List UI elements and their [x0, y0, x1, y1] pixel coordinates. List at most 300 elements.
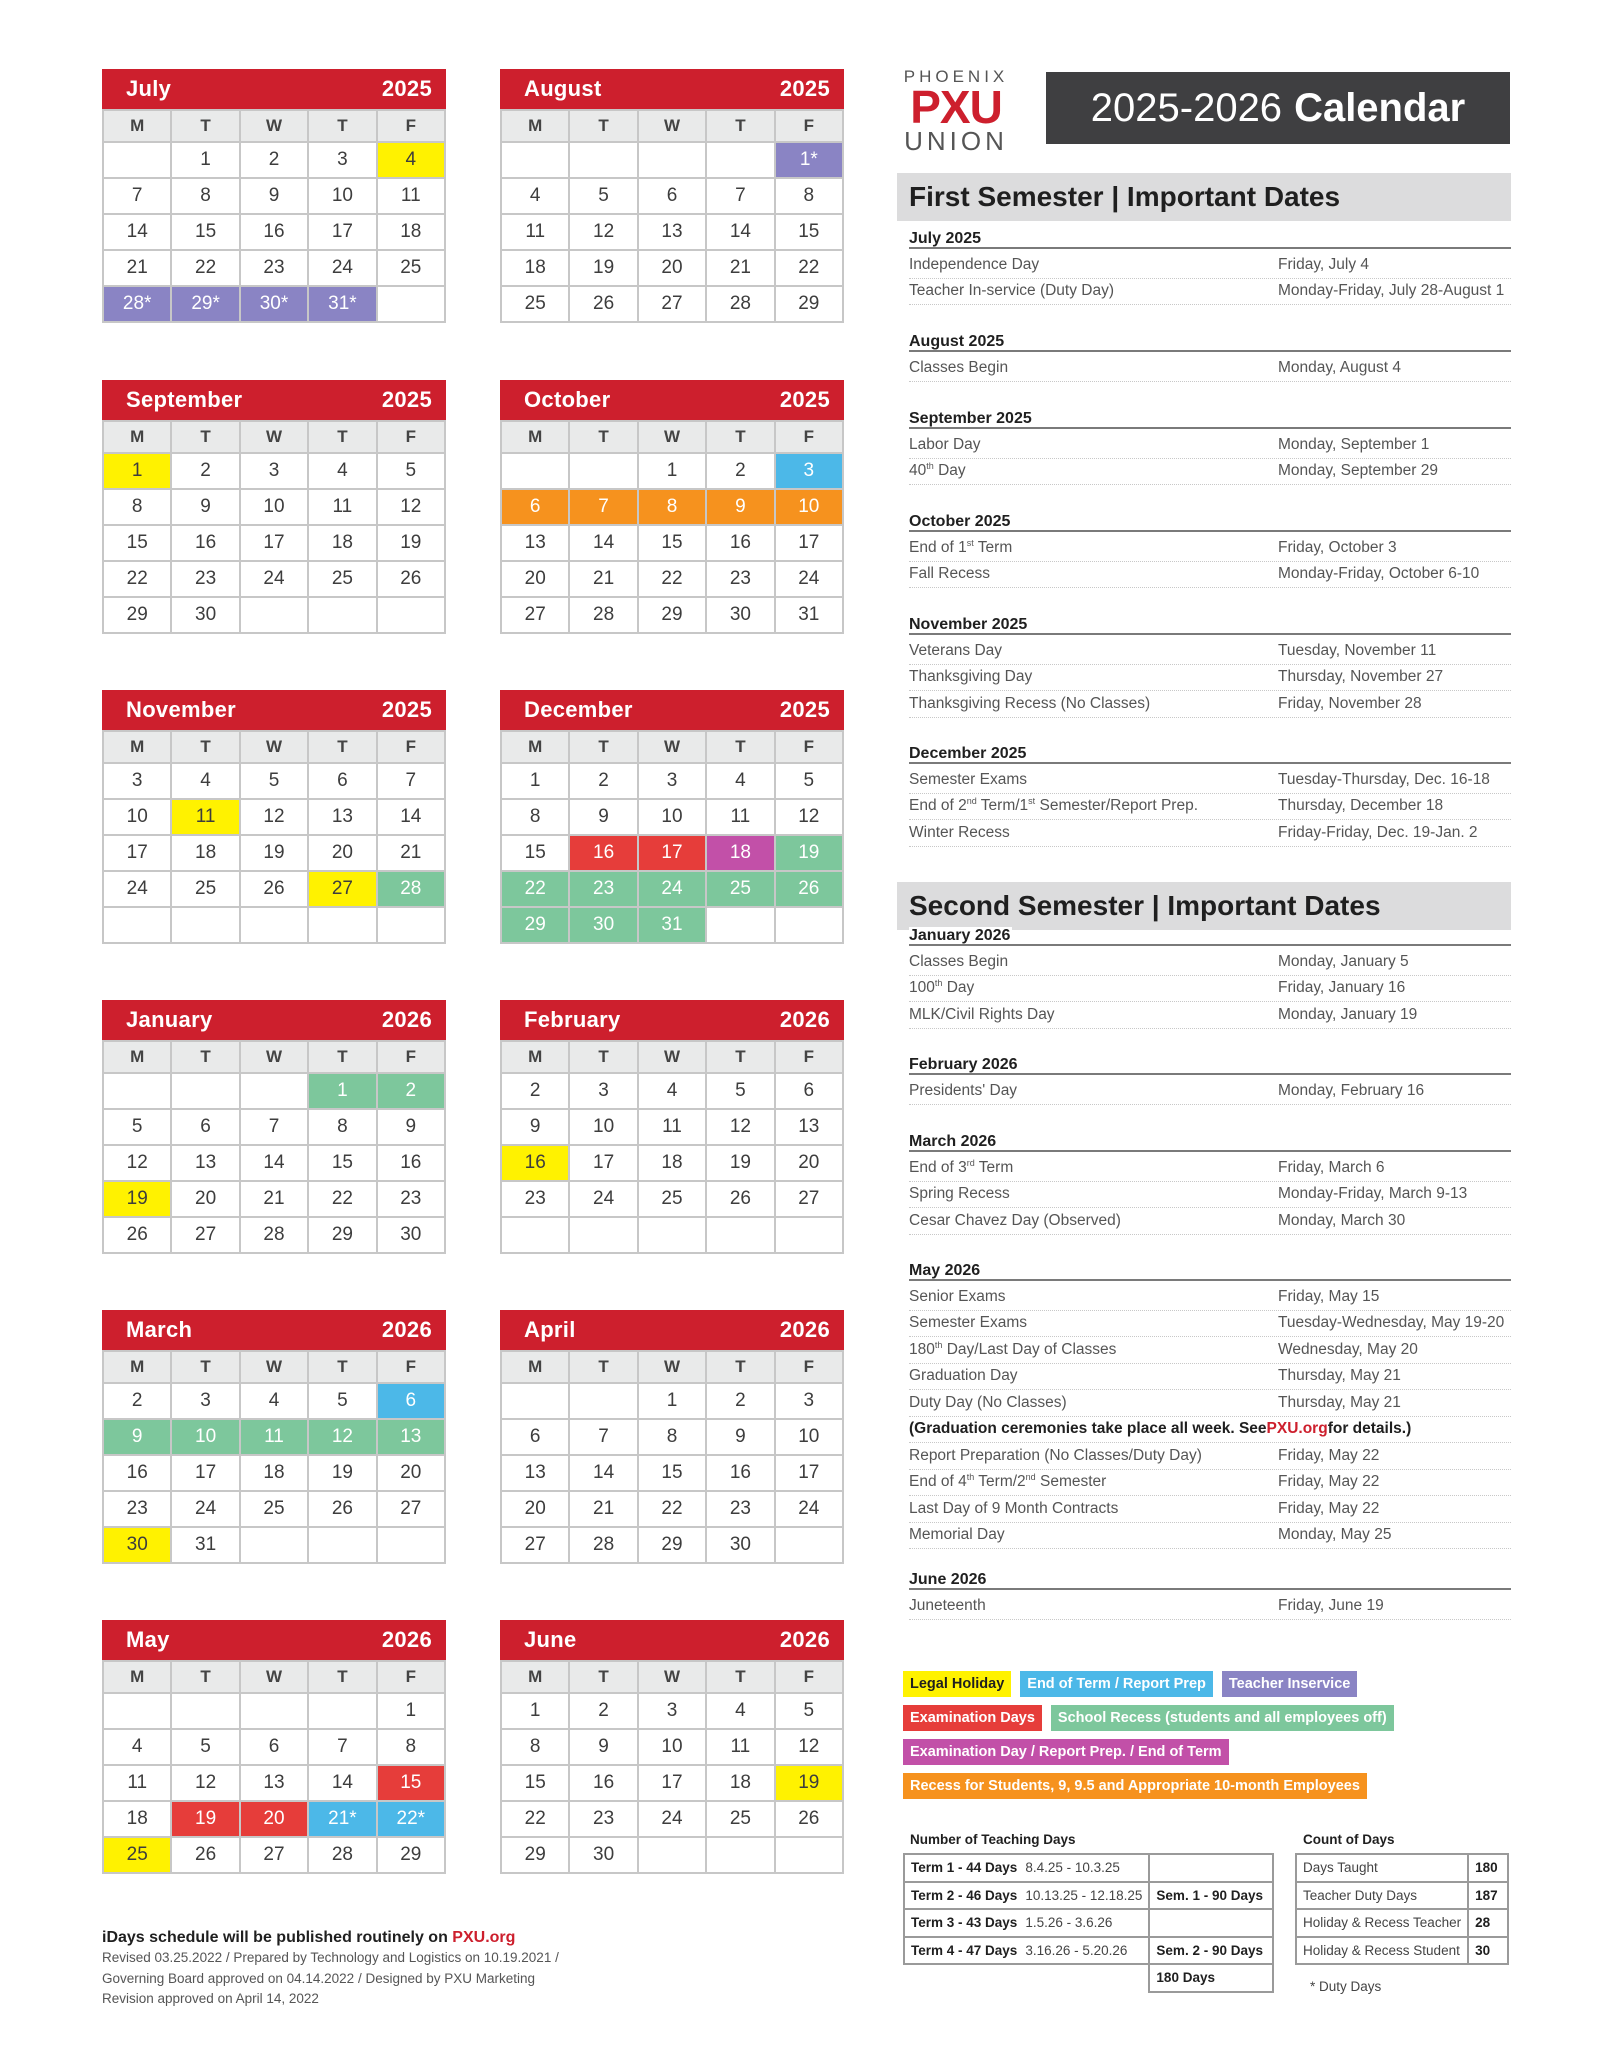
calendar-day: 28: [707, 287, 773, 321]
calendar-day: 29: [639, 598, 705, 632]
calendar-day: 19: [241, 836, 307, 870]
calendar-day: 29: [639, 1528, 705, 1562]
calendar-day: 13: [378, 1420, 444, 1454]
calendar-day: 20: [378, 1456, 444, 1490]
calendar-day: 11: [502, 215, 568, 249]
calendar-day: 21: [570, 1492, 636, 1526]
weekday-header: F: [378, 1352, 444, 1382]
calendar-day: 23: [378, 1182, 444, 1216]
weekday-header: T: [570, 111, 636, 141]
calendar-day: 30: [104, 1528, 170, 1562]
calendar-day: 4: [378, 143, 444, 177]
calendar-day: 30: [707, 1528, 773, 1562]
weekday-header: W: [639, 1042, 705, 1072]
weekday-header: T: [309, 732, 375, 762]
event-row: [909, 355, 1511, 382]
calendar-day-empty: [104, 1074, 170, 1108]
calendar-day: 31: [639, 908, 705, 942]
calendar-day: 9: [172, 490, 238, 524]
weekday-header: W: [241, 422, 307, 452]
calendar-june: [500, 1620, 844, 1874]
calendar-day-empty: [570, 1218, 636, 1252]
event-row: [909, 459, 1511, 486]
calendar-day: 15: [378, 1766, 444, 1800]
calendar-day: 23: [570, 872, 636, 906]
calendar-day: 1: [309, 1074, 375, 1108]
month-section: [909, 1132, 1511, 1235]
calendar-day: 19: [570, 251, 636, 285]
month-section-title: May 2026: [909, 1261, 1511, 1281]
calendar-day: 24: [570, 1182, 636, 1216]
legend-item-yellow: Legal Holiday: [903, 1671, 1011, 1697]
calendar-september: [102, 380, 446, 634]
month-section-title: October 2025: [909, 512, 1511, 532]
calendar-day: 10: [639, 800, 705, 834]
calendar-day-empty: [172, 1694, 238, 1728]
calendar-day: 10: [776, 1420, 842, 1454]
event-name: End of 2nd Term/1st Semester/Report Prep.: [909, 796, 1199, 815]
event-name: 100th Day: [909, 978, 975, 997]
calendar-month: January: [126, 1007, 213, 1032]
weekday-header: M: [104, 1352, 170, 1382]
calendar-day: 3: [309, 143, 375, 177]
calendar-day: 17: [639, 1766, 705, 1800]
month-section: [909, 615, 1511, 718]
calendar-april: [500, 1310, 844, 1564]
calendar-day: 9: [502, 1110, 568, 1144]
event-name: Teacher In-service (Duty Day): [909, 282, 1115, 300]
semester-days: [1149, 1854, 1273, 1882]
event-date: Friday, March 6: [1278, 1158, 1385, 1176]
calendar-day: 10: [172, 1420, 238, 1454]
calendar-day: 20: [639, 251, 705, 285]
event-date: Thursday, November 27: [1278, 668, 1444, 686]
calendar-day: 25: [241, 1492, 307, 1526]
calendar-day: 21: [378, 836, 444, 870]
calendar-day: 22: [502, 872, 568, 906]
event-row: [909, 1002, 1511, 1029]
calendar-header: [500, 690, 844, 730]
calendar-day: 20: [309, 836, 375, 870]
calendar-day: 14: [378, 800, 444, 834]
event-date: Friday, May 22: [1278, 1446, 1380, 1464]
weekday-header: F: [776, 422, 842, 452]
calendar-day-empty: [502, 1218, 568, 1252]
calendar-day-empty: [309, 908, 375, 942]
event-date: Tuesday, November 11: [1278, 641, 1437, 659]
weekday-header: M: [502, 422, 568, 452]
event-name: Graduation Day: [909, 1367, 1018, 1385]
calendar-year: 2025: [779, 387, 830, 412]
calendar-day: 2: [570, 764, 636, 798]
calendar-month: August: [524, 76, 602, 101]
term-range: 10.13.25 - 12.18.25: [1025, 1887, 1143, 1903]
calendar-day: 7: [570, 1420, 636, 1454]
calendar-day: 29: [502, 1838, 568, 1872]
event-row: [909, 279, 1511, 306]
calendar-month: May: [126, 1627, 170, 1652]
event-date: Friday-Friday, Dec. 19-Jan. 2: [1278, 823, 1478, 841]
weekday-header: T: [707, 1042, 773, 1072]
calendar-day: 19: [776, 1766, 842, 1800]
calendar-august: [500, 69, 844, 323]
calendar-day: 1: [502, 1694, 568, 1728]
calendar-day: 3: [241, 454, 307, 488]
month-section-title: July 2025: [909, 229, 1511, 249]
calendar-day: 2: [707, 454, 773, 488]
calendar-day: 26: [707, 1182, 773, 1216]
calendar-day: 30: [172, 598, 238, 632]
calendar-month: March: [126, 1317, 193, 1342]
event-date: Tuesday-Thursday, Dec. 16-18: [1278, 770, 1490, 788]
month-section: [909, 1055, 1511, 1105]
calendar-day: 14: [570, 1456, 636, 1490]
event-date: Monday, January 19: [1278, 1005, 1418, 1023]
calendar-day: 22: [639, 1492, 705, 1526]
calendar-day: 13: [309, 800, 375, 834]
calendar-february: [500, 1000, 844, 1254]
calendar-day: 23: [707, 562, 773, 596]
calendar-day-empty: [502, 1384, 568, 1418]
term-range: 1.5.26 - 3.6.26: [1025, 1915, 1113, 1931]
calendar-day: 6: [378, 1384, 444, 1418]
calendar-day-empty: [570, 143, 636, 177]
calendar-day: 31: [776, 598, 842, 632]
legend-item-blue: End of Term / Report Prep: [1020, 1671, 1213, 1697]
calendar-day: 24: [241, 562, 307, 596]
calendar-day: 10: [104, 800, 170, 834]
count-label: Holiday & Recess Student: [1296, 1937, 1468, 1965]
calendar-day: 14: [570, 526, 636, 560]
calendar-day: 9: [241, 179, 307, 213]
calendar-header: [102, 1000, 446, 1040]
calendar-day: 7: [378, 764, 444, 798]
calendar-month: July: [126, 76, 172, 101]
calendar-header: [500, 380, 844, 420]
calendar-day: 20: [502, 1492, 568, 1526]
calendar-day: 24: [639, 1802, 705, 1836]
term-range: 8.4.25 - 10.3.25: [1025, 1860, 1120, 1876]
calendar-day-empty: [570, 454, 636, 488]
calendar-day: 12: [570, 215, 636, 249]
event-date: Friday, January 16: [1278, 979, 1406, 997]
calendar-day: 30: [378, 1218, 444, 1252]
event-date: Wednesday, May 20: [1278, 1340, 1418, 1358]
term-label: Term 2 - 46 Days: [911, 1887, 1018, 1903]
weekday-header: W: [639, 732, 705, 762]
calendar-day: 21: [570, 562, 636, 596]
weekday-header: F: [378, 1662, 444, 1692]
calendar-day-empty: [502, 454, 568, 488]
weekday-header: M: [502, 1662, 568, 1692]
event-name: MLK/Civil Rights Day: [909, 1005, 1055, 1023]
calendar-day: 9: [104, 1420, 170, 1454]
calendar-day: 31: [172, 1528, 238, 1562]
calendar-day: 17: [241, 526, 307, 560]
calendar-day: 28: [309, 1838, 375, 1872]
calendar-day: 15: [104, 526, 170, 560]
count-value: 30: [1468, 1937, 1508, 1965]
weekday-header: F: [776, 1662, 842, 1692]
event-name: Classes Begin: [909, 358, 1009, 376]
weekday-header: F: [378, 732, 444, 762]
calendar-grid: [104, 109, 444, 321]
calendar-day-empty: [639, 143, 705, 177]
calendar-grid: [104, 1040, 444, 1252]
calendar-day: 26: [104, 1218, 170, 1252]
event-row: [909, 1390, 1511, 1417]
page-title: [1046, 72, 1510, 144]
calendar-header: [102, 1310, 446, 1350]
weekday-header: W: [639, 1352, 705, 1382]
calendar-day-empty: [172, 908, 238, 942]
event-row: [909, 562, 1511, 589]
calendar-day: 2: [104, 1384, 170, 1418]
event-date: Friday, May 22: [1278, 1473, 1380, 1491]
calendar-day: 5: [378, 454, 444, 488]
calendar-day: 6: [309, 764, 375, 798]
calendar-day: 6: [639, 179, 705, 213]
calendar-day: 9: [707, 490, 773, 524]
calendar-day: 13: [172, 1146, 238, 1180]
calendar-day: 5: [776, 764, 842, 798]
event-name: Independence Day: [909, 255, 1040, 273]
month-section-title: November 2025: [909, 615, 1511, 635]
event-date: Friday, May 22: [1278, 1499, 1380, 1517]
term-label: Term 1 - 44 Days: [911, 1860, 1018, 1876]
event-name: Fall Recess: [909, 565, 990, 583]
calendar-day: 24: [776, 1492, 842, 1526]
calendar-day: 27: [378, 1492, 444, 1526]
total-days: 180 Days: [1149, 1964, 1273, 1992]
calendar-day: 21: [707, 251, 773, 285]
calendar-day: 17: [172, 1456, 238, 1490]
weekday-header: W: [241, 732, 307, 762]
calendar-day: 14: [241, 1146, 307, 1180]
calendar-may: [102, 1620, 446, 1874]
calendar-day: 27: [172, 1218, 238, 1252]
calendar-day: 20: [776, 1146, 842, 1180]
second-semester-heading: Second Semester | Important Dates: [897, 882, 1511, 930]
calendar-march: [102, 1310, 446, 1564]
term-range: 3.16.26 - 5.20.26: [1025, 1942, 1128, 1958]
event-date: Monday-Friday, October 6-10: [1278, 565, 1480, 583]
calendar-day: 27: [776, 1182, 842, 1216]
calendar-day: 2: [378, 1074, 444, 1108]
pxu-link[interactable]: PXU.org: [452, 1929, 516, 1946]
month-section: [909, 409, 1511, 485]
calendar-day: 12: [104, 1146, 170, 1180]
weekday-header: M: [502, 1352, 568, 1382]
calendar-month: November: [126, 697, 236, 722]
event-name: Juneteenth: [909, 1596, 986, 1614]
count-value: 187: [1468, 1882, 1508, 1910]
term-label: Term 4 - 47 Days: [911, 1942, 1018, 1958]
event-row: [909, 1593, 1511, 1620]
calendar-day: 25: [104, 1838, 170, 1872]
weekday-header: F: [378, 422, 444, 452]
semester-days: Sem. 2 - 90 Days: [1149, 1937, 1273, 1965]
calendar-december: [500, 690, 844, 944]
month-section-title: September 2025: [909, 409, 1511, 429]
calendar-day: 30*: [241, 287, 307, 321]
calendar-day: 21: [104, 251, 170, 285]
calendar-day: 1*: [776, 143, 842, 177]
calendar-day: 7: [707, 179, 773, 213]
calendar-day: 12: [776, 1730, 842, 1764]
count-row: [1296, 1882, 1508, 1910]
calendar-day: 23: [104, 1492, 170, 1526]
calendar-day-empty: [776, 908, 842, 942]
weekday-header: F: [776, 1352, 842, 1382]
calendar-day: 3: [776, 1384, 842, 1418]
calendar-day: 26: [172, 1838, 238, 1872]
calendar-day: 11: [707, 1730, 773, 1764]
legend-item-red: Examination Days: [903, 1705, 1042, 1731]
event-name: Last Day of 9 Month Contracts: [909, 1499, 1119, 1517]
calendar-day: 26: [776, 872, 842, 906]
calendar-day: 14: [309, 1766, 375, 1800]
calendar-grid: [502, 1660, 842, 1872]
calendar-day: 14: [707, 215, 773, 249]
calendar-month: February: [524, 1007, 621, 1032]
calendar-grid: [502, 109, 842, 321]
calendar-day: 29: [502, 908, 568, 942]
calendar-day: 10: [639, 1730, 705, 1764]
calendar-day: 2: [172, 454, 238, 488]
event-row: [909, 252, 1511, 279]
calendar-october: [500, 380, 844, 634]
weekday-header: W: [241, 1042, 307, 1072]
calendar-day-empty: [309, 1528, 375, 1562]
calendar-day: 24: [639, 872, 705, 906]
calendar-day: 5: [104, 1110, 170, 1144]
calendar-day-empty: [241, 908, 307, 942]
calendar-day: 28: [241, 1218, 307, 1252]
calendar-day: 18: [707, 836, 773, 870]
event-row: [909, 535, 1511, 562]
calendar-day: 1: [104, 454, 170, 488]
calendar-day-empty: [639, 1838, 705, 1872]
count-label: Days Taught: [1296, 1854, 1468, 1882]
calendar-day: 29*: [172, 287, 238, 321]
calendar-day: 30: [570, 908, 636, 942]
calendar-day: 17: [104, 836, 170, 870]
calendar-day: 22: [502, 1802, 568, 1836]
calendar-day: 4: [172, 764, 238, 798]
calendar-day: 8: [502, 1730, 568, 1764]
calendar-day: 23: [241, 251, 307, 285]
calendar-day: 8: [502, 800, 568, 834]
revision-line-1: Revised 03.25.2022 / Prepared by Technology and Logistics on 10.19.2021 /: [102, 1950, 559, 1965]
weekday-header: W: [639, 111, 705, 141]
calendar-day: 17: [776, 526, 842, 560]
calendar-day: 15: [776, 215, 842, 249]
event-name: Semester Exams: [909, 1314, 1028, 1332]
calendar-day: 16: [241, 215, 307, 249]
calendar-day: 3: [776, 454, 842, 488]
calendar-day: 29: [309, 1218, 375, 1252]
calendar-day: 10: [241, 490, 307, 524]
calendar-day: 24: [104, 872, 170, 906]
calendar-day: 24: [172, 1492, 238, 1526]
calendar-day: 4: [502, 179, 568, 213]
month-section: [909, 1570, 1511, 1620]
calendar-day: 8: [776, 179, 842, 213]
calendar-header: [102, 1620, 446, 1660]
pxu-link[interactable]: PXU.org: [1266, 1420, 1328, 1438]
event-row: [909, 1078, 1511, 1105]
event-date: Thursday, May 21: [1278, 1367, 1401, 1385]
weekday-header: T: [707, 1662, 773, 1692]
calendar-day-empty: [241, 1694, 307, 1728]
calendar-day: 7: [241, 1110, 307, 1144]
calendar-day: 6: [776, 1074, 842, 1108]
weekday-header: T: [309, 1662, 375, 1692]
weekday-header: T: [309, 1042, 375, 1072]
calendar-day: 9: [570, 1730, 636, 1764]
calendar-day-empty: [776, 1218, 842, 1252]
weekday-header: T: [707, 1352, 773, 1382]
legend-item-purple: Teacher Inservice: [1222, 1671, 1357, 1697]
weekday-header: F: [378, 111, 444, 141]
calendar-day: 23: [570, 1802, 636, 1836]
calendar-day: 27: [309, 872, 375, 906]
calendar-day: 3: [639, 764, 705, 798]
event-row: [909, 1337, 1511, 1364]
calendar-day: 17: [776, 1456, 842, 1490]
event-date: Friday, June 19: [1278, 1596, 1384, 1614]
calendar-day: 12: [378, 490, 444, 524]
event-row: [909, 665, 1511, 692]
calendar-grid: [104, 420, 444, 632]
count-of-days-table: [1295, 1853, 1509, 1965]
month-section: [909, 1261, 1511, 1549]
calendar-header: [102, 69, 446, 109]
event-row: [909, 432, 1511, 459]
calendar-day: 4: [707, 1694, 773, 1728]
month-section-title: June 2026: [909, 1570, 1511, 1590]
weekday-header: T: [172, 1042, 238, 1072]
weekday-header: W: [639, 422, 705, 452]
weekday-header: F: [776, 732, 842, 762]
calendar-day: 15: [502, 1766, 568, 1800]
calendar-day: 26: [241, 872, 307, 906]
calendar-day: 20: [241, 1802, 307, 1836]
event-row: [909, 638, 1511, 665]
calendar-day: 9: [570, 800, 636, 834]
calendar-day: 8: [104, 490, 170, 524]
teaching-term-row: [904, 1882, 1273, 1910]
calendar-year: 2025: [381, 76, 432, 101]
weekday-header: T: [570, 1042, 636, 1072]
calendar-day: 14: [104, 215, 170, 249]
calendar-day: 18: [172, 836, 238, 870]
calendar-day: 3: [172, 1384, 238, 1418]
calendar-header: [102, 380, 446, 420]
event-row: [909, 1443, 1511, 1470]
calendar-day: 11: [104, 1766, 170, 1800]
calendar-day: 11: [309, 490, 375, 524]
calendar-grid: [104, 730, 444, 942]
calendar-day: 25: [502, 287, 568, 321]
calendar-day: 2: [241, 143, 307, 177]
weekday-header: M: [104, 422, 170, 452]
calendar-day: 11: [172, 800, 238, 834]
event-row: [909, 976, 1511, 1003]
calendar-day: 17: [570, 1146, 636, 1180]
calendar-day: 2: [502, 1074, 568, 1108]
